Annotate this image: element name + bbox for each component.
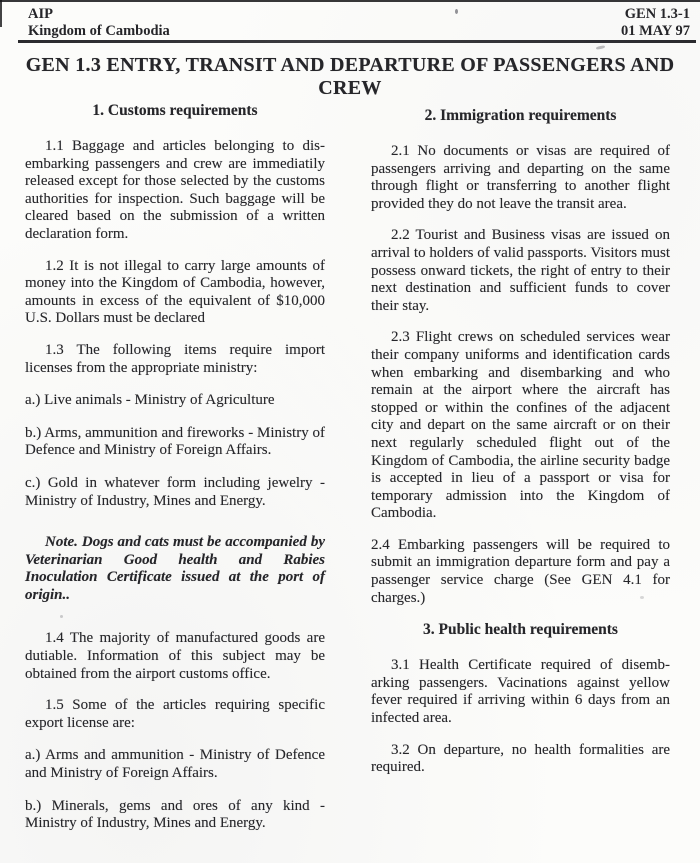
import-list-item-c: c.) Gold in whatever form including jewelry - Ministry of Industry, Mines and Energy. <box>25 474 325 509</box>
left-column <box>25 96 325 863</box>
paragraph-1-3: 1.3 The following items require import licenses from the appropriate ministry: <box>25 341 325 376</box>
authority-name: Kingdom of Cambodia <box>28 23 170 39</box>
import-list-item-b: b.) Arms, ammunition and fireworks - Ministry of Defence and Ministry of Foreign Affairs. <box>25 424 325 459</box>
paragraph-1-1: 1.1 Baggage and articles belonging to dis-embarking passengers and crew are immediatily released except for those selected by the customs authorities for inspection. Such baggage will be cleared based on the submission of a written declaration form. <box>25 138 325 242</box>
scan-edge-artifact-top <box>0 0 700 2</box>
scan-edge-artifact-left <box>0 0 2 27</box>
export-list-item-b: b.) Minerals, gems and ores of any kind - Ministry of Industry, Mines and Energy. <box>25 797 325 832</box>
right-column <box>371 96 670 863</box>
paragraph-2-2: 2.2 Tourist and Business visas are issued on arrival to holders of valid passports. Visitors must possess onward tickets, the right of entry to their next destination and sufficient funds to cover their stay. <box>371 227 670 314</box>
section-heading-public-health: 3. Public health requirements <box>423 621 618 639</box>
note-paragraph: Note. Dogs and cats must be accompanied by Veterinarian Good health and Rabies Inoculation Certificate issued at the port of origin.. <box>25 534 325 603</box>
paragraph-1-4: 1.4 The majority of manufactured goods are dutiable. Information of this subject may be obtained from the airport customs office. <box>25 630 325 682</box>
paragraph-1-2: 1.2 It is not illegal to carry large amounts of money into the Kingdom of Cambodia, however, amounts in excess of the equivalent of $10,000 U.S. Dollars must be declared <box>25 257 325 327</box>
two-column-body <box>25 96 670 863</box>
header-rule <box>18 40 696 43</box>
effective-date: 01 MAY 97 <box>620 23 690 39</box>
page-reference: GEN 1.3-1 <box>624 6 690 22</box>
section-heading-customs: 1. Customs requirements <box>92 102 258 119</box>
paragraph-1-5: 1.5 Some of the articles requiring specific export license are: <box>25 697 325 731</box>
paragraph-2-1: 2.1 No documents or visas are required of passengers arriving and departing on the same through flight or transferring to another flight provided they do not leave the transit area. <box>371 143 670 212</box>
import-list-item-a: a.) Live animals - Ministry of Agriculture <box>25 392 275 409</box>
paragraph-3-2: 3.2 On departure, no health formalities are required. <box>371 741 670 776</box>
paragraph-2-4: 2.4 Embarking passengers will be required to submit an immigration departure form and pay a passenger service charge (See GEN 4.1 for charges.) <box>371 536 670 606</box>
page-title: GEN 1.3 ENTRY, TRANSIT AND DEPARTURE OF PASSENGERS AND CREW <box>25 54 675 99</box>
section-heading-immigration: 2. Immigration requirements <box>424 107 617 124</box>
paragraph-2-3: 2.3 Flight crews on scheduled services wear their company uniforms and identification cards when embarking and disembarking and who remain at the airport where the aircraft has stopped or within the confines of the adjacent city and depart on the same aircraft or on their next regularly scheduled flight out of the Kingdom of Cambodia, the airline security badge is accepted in lieu of a passport or visa for temporary admission into the Kingdom of Cambodia. <box>371 329 670 522</box>
publication-name: AIP <box>28 6 53 22</box>
page-header <box>28 6 690 40</box>
export-list-item-a: a.) Arms and ammunition - Ministry of Defence and Ministry of Foreign Affairs. <box>25 747 325 782</box>
paragraph-3-1: 3.1 Health Certificate required of disemb-arking passengers. Vacinations against yellow fever required if arriving within 6 days from an infected area. <box>371 657 670 727</box>
header-left-block <box>28 6 170 40</box>
scan-speckle <box>596 45 605 50</box>
header-right-block <box>621 6 690 40</box>
